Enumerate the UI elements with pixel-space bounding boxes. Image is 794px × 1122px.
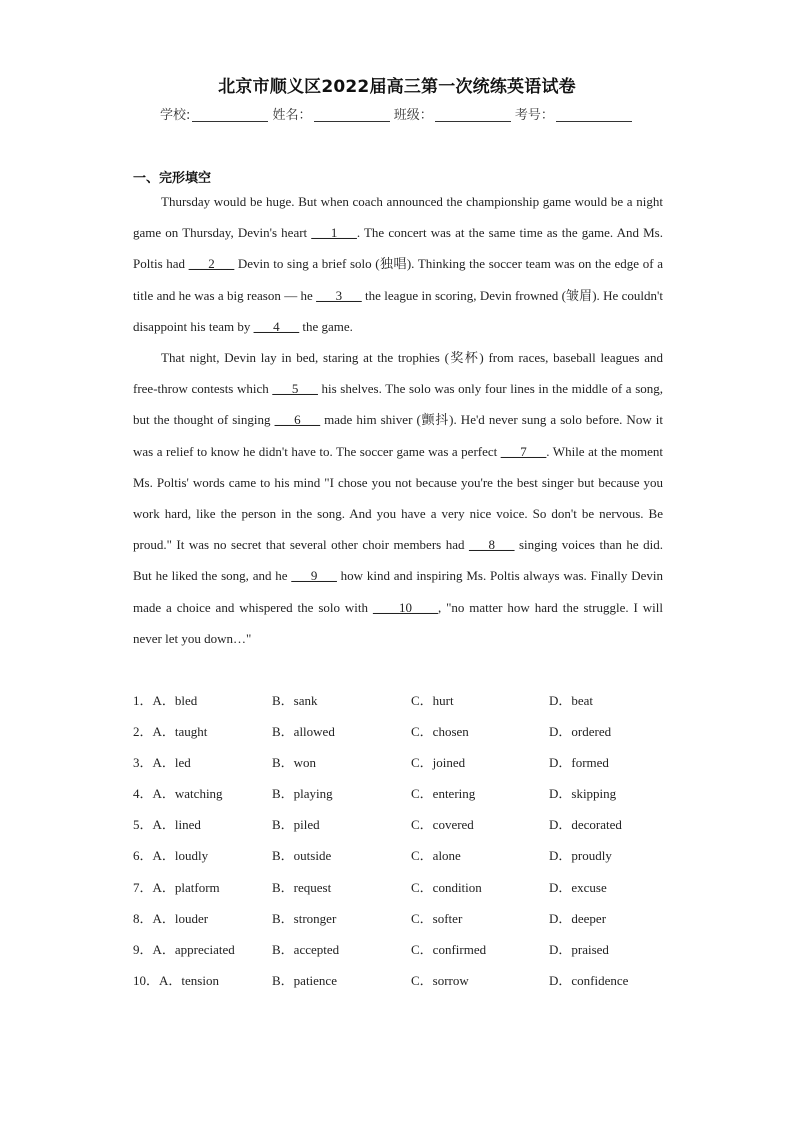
option-b[interactable]: B．sank	[272, 693, 318, 708]
blank-3: ___3___	[316, 287, 362, 303]
question-row	[133, 840, 693, 871]
class-label: 班级：	[393, 108, 433, 123]
option-a[interactable]	[133, 934, 235, 965]
school-field[interactable]	[192, 107, 268, 122]
passage-text: the game.	[299, 318, 353, 334]
option-c[interactable]: C．sorrow	[411, 972, 469, 988]
passage-text: . While at the moment Ms. Poltis' words came to his mind "I chose you not because you're the best singer but because you work hard, like the person in the song. And you have a very nice voice. So don't be nervous. Be proud." It was no secret that several other choir members had	[133, 443, 663, 553]
blank-6: ___6___	[274, 412, 321, 428]
blank-1: ___1___	[311, 225, 357, 241]
class-field[interactable]	[435, 107, 511, 122]
option-c[interactable]: C．joined	[411, 755, 466, 771]
passage-text: singing voices than he did. But he liked the song, and he	[133, 537, 663, 584]
option-text: A．bled	[152, 693, 198, 708]
passage-text: his shelves. The solo was only four lines in the middle of a song, but the thought of singing	[133, 381, 664, 428]
question-number: 7．	[133, 879, 153, 895]
option-text: A．taught	[152, 724, 208, 740]
name-label: 姓名：	[272, 108, 312, 123]
option-a[interactable]	[133, 903, 208, 934]
option-c[interactable]: C．confirmed	[411, 941, 487, 957]
passage-paragraph-2	[133, 342, 663, 654]
option-d[interactable]: D．formed	[549, 755, 609, 771]
option-b[interactable]: B．allowed	[272, 724, 335, 740]
blank-5: ___5___	[272, 381, 318, 397]
option-a[interactable]	[133, 747, 191, 778]
question-number: 9．	[133, 941, 153, 957]
blank-8: ___8___	[468, 537, 515, 553]
answer-options	[133, 685, 693, 996]
option-b[interactable]: B．accepted	[272, 941, 340, 957]
option-b[interactable]: B．piled	[272, 817, 320, 833]
option-text: A．tension	[159, 972, 219, 988]
page-title: 北京市顺义区2022届高三第一次统练英语试卷	[218, 77, 576, 97]
option-b[interactable]: B．stronger	[272, 910, 337, 926]
question-number: 8．	[133, 910, 153, 926]
option-b[interactable]: B．request	[272, 879, 332, 895]
option-b[interactable]: B．won	[272, 755, 317, 771]
blank-10: ____10____	[372, 599, 438, 615]
option-d[interactable]: D．deeper	[549, 910, 607, 926]
passage-text: made him shiver (颤抖). He'd never sung a solo before. Now it was a relief to know he didn't have to. The soccer game was a perfect	[133, 412, 663, 459]
question-row	[133, 778, 693, 809]
option-a[interactable]	[133, 965, 219, 996]
passage-text: Devin to sing a brief solo (独唱). Thinking the soccer team was on the edge of a title and he was a big reason — he	[133, 256, 663, 303]
blank-9: ___9___	[291, 568, 337, 584]
question-number: 3．	[133, 755, 153, 771]
question-row	[133, 747, 693, 778]
option-text: A．loudly	[152, 848, 209, 864]
passage-text: Thursday would be huge. But when coach announced the championship game would be a night game on Thursday, Devin's heart	[133, 194, 663, 241]
passage-text: . The concert was at the same time as the game. And Ms. Poltis had	[133, 225, 663, 272]
question-number: 6．	[133, 848, 153, 864]
question-row	[133, 903, 693, 934]
option-text: A．platform	[152, 879, 220, 895]
option-a[interactable]	[133, 872, 220, 903]
blank-4: ___4___	[253, 318, 300, 334]
student-info-line	[160, 104, 640, 123]
option-c[interactable]: C．hurt	[411, 693, 454, 708]
exam-number-label: 考号：	[514, 108, 554, 123]
question-row	[133, 685, 693, 716]
option-text: A．led	[152, 755, 191, 771]
passage-paragraph-1	[133, 186, 663, 342]
option-c[interactable]: C．entering	[411, 786, 476, 802]
passage-text: , "no matter how hard the struggle. I will never let you down…"	[133, 599, 663, 646]
option-d[interactable]: D．skipping	[549, 786, 617, 802]
option-text: A．appreciated	[152, 941, 235, 957]
option-b[interactable]: B．patience	[272, 972, 337, 988]
option-d[interactable]: D．praised	[549, 941, 609, 957]
passage-text: That night, Devin lay in bed, staring at the trophies (奖杯) from races, baseball leagues and free-throw contests which	[133, 350, 663, 397]
option-c[interactable]: C．chosen	[411, 724, 469, 740]
option-b[interactable]: B．playing	[272, 786, 333, 802]
option-d[interactable]: D．ordered	[549, 724, 612, 740]
question-number: 2．	[133, 724, 153, 740]
option-a[interactable]	[133, 716, 207, 747]
option-text: A．lined	[152, 817, 201, 833]
option-text: A．louder	[152, 910, 209, 926]
blank-7: ___7___	[500, 443, 547, 459]
option-a[interactable]	[133, 685, 197, 716]
question-row	[133, 716, 693, 747]
name-field[interactable]	[314, 107, 390, 122]
passage-text: how kind and inspiring Ms. Poltis always was. Finally Devin made a choice and whispered the solo with	[133, 568, 663, 615]
question-row	[133, 965, 693, 996]
option-d[interactable]: D．proudly	[549, 848, 612, 864]
question-number: 4．	[133, 786, 153, 802]
question-row	[133, 872, 693, 903]
option-d[interactable]: D．decorated	[549, 817, 622, 833]
option-a[interactable]	[133, 809, 201, 840]
question-number: 5．	[133, 817, 153, 833]
option-c[interactable]: C．covered	[411, 817, 474, 833]
option-d[interactable]: D．beat	[549, 693, 594, 708]
question-number: 1．	[133, 693, 153, 708]
option-a[interactable]	[133, 840, 208, 871]
option-d[interactable]: D．confidence	[549, 972, 629, 988]
question-row	[133, 809, 693, 840]
blank-2: ___2___	[188, 256, 235, 272]
question-number: 10．	[133, 972, 160, 988]
school-label: 学校:	[160, 108, 191, 123]
cloze-passage	[133, 186, 663, 654]
passage-text: the league in scoring, Devin frowned (皱眉). He couldn't disappoint his team by	[133, 287, 663, 334]
option-b[interactable]: B．outside	[272, 848, 332, 864]
option-d[interactable]: D．excuse	[549, 879, 607, 895]
option-c[interactable]: C．condition	[411, 879, 482, 895]
option-c[interactable]: C．softer	[411, 910, 463, 926]
question-row	[133, 934, 693, 965]
option-text: A．watching	[152, 786, 223, 802]
exam-number-field[interactable]	[556, 107, 632, 122]
section-heading: 一、完形填空	[133, 171, 212, 186]
option-c[interactable]: C．alone	[411, 848, 461, 864]
option-a[interactable]	[133, 778, 223, 809]
